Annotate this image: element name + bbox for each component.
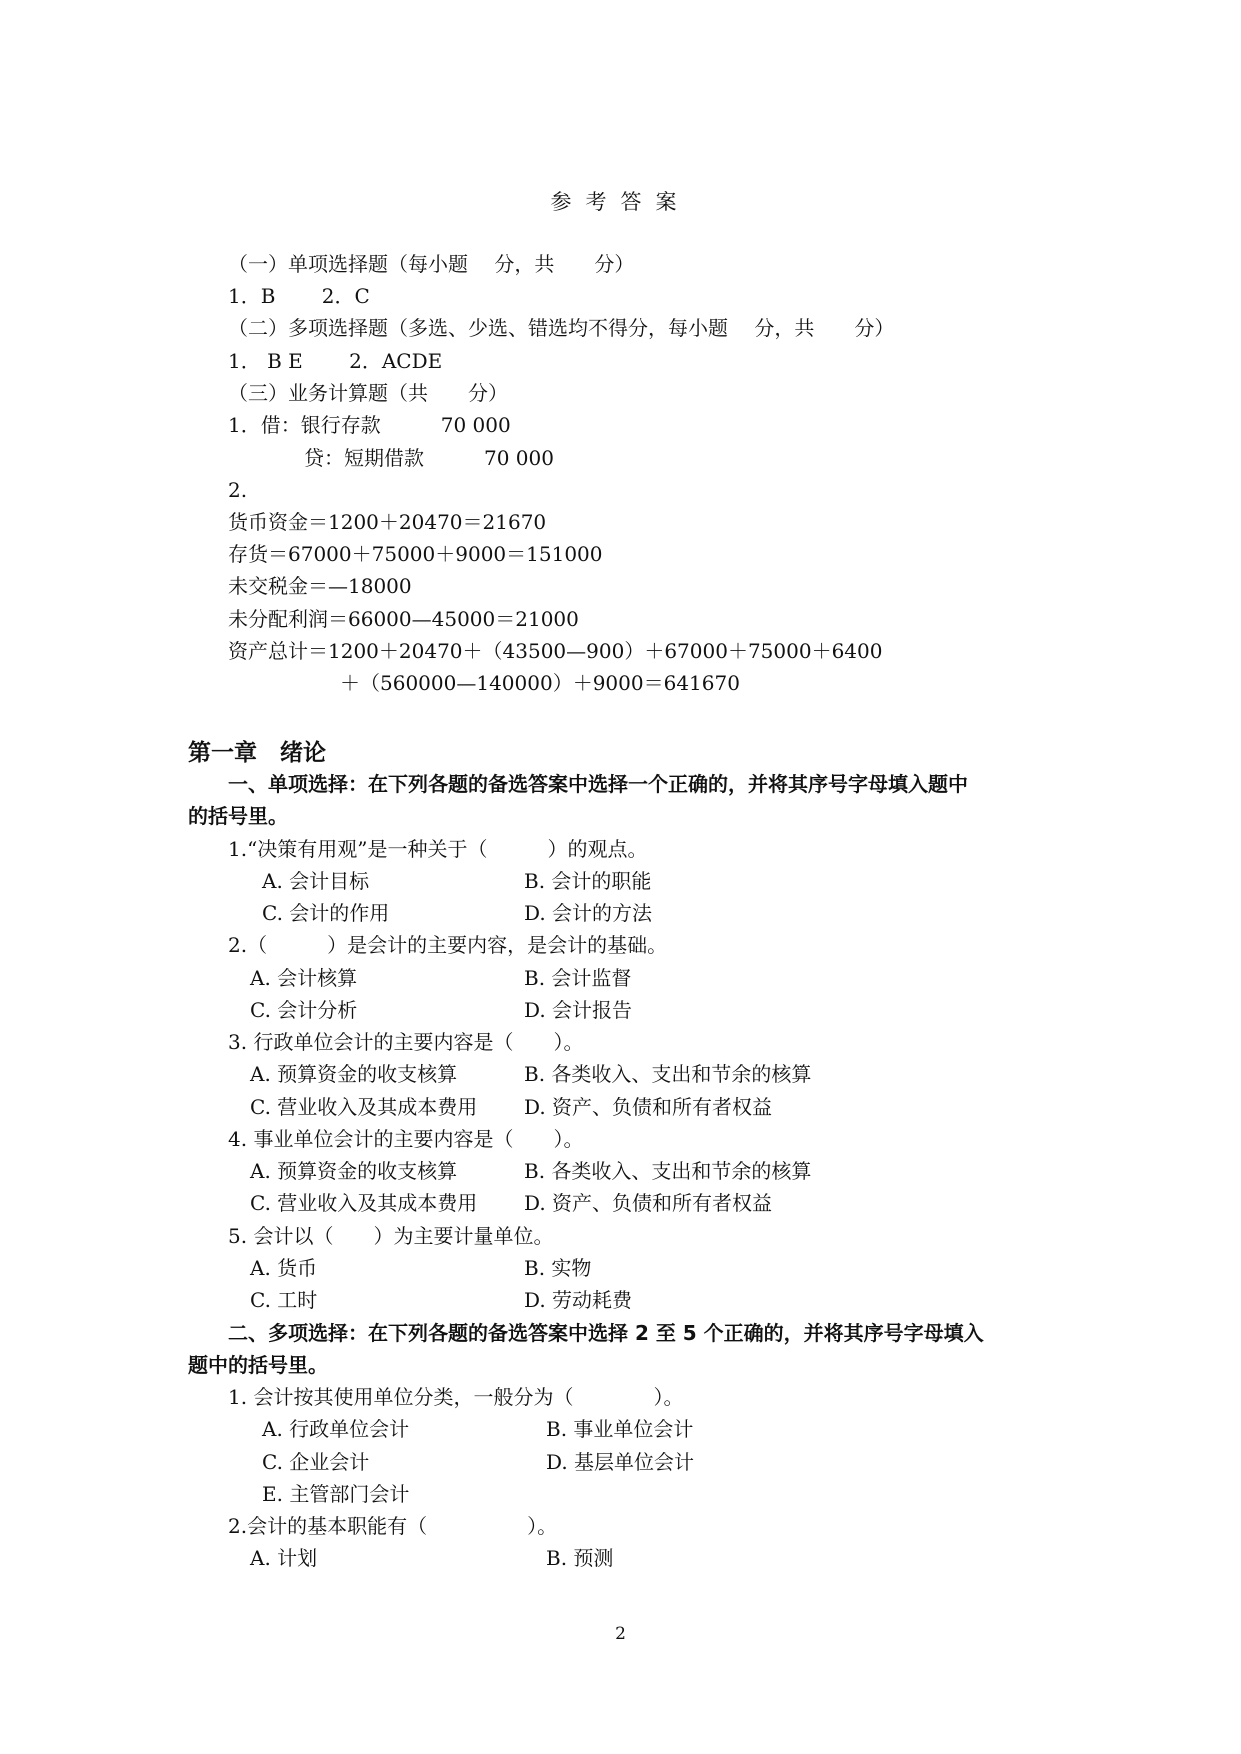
part1-heading: 一、单项选择：在下列各题的备选答案中选择一个正确的，并将其序号字母填入题中 bbox=[228, 772, 968, 796]
part2-heading-cont: 题中的括号里。 bbox=[188, 1353, 328, 1377]
question-4: 4. 事业单位会计的主要内容是（ ）。 bbox=[228, 1127, 584, 1151]
option: D. 基层单位会计 bbox=[546, 1450, 695, 1474]
option: C. 营业收入及其成本费用 bbox=[250, 1095, 478, 1119]
option: A. 会计目标 bbox=[262, 869, 370, 893]
calc-line: 未交税金＝—18000 bbox=[228, 574, 412, 598]
option: A. 预算资金的收支核算 bbox=[250, 1062, 458, 1086]
option: B. 各类收入、支出和节余的核算 bbox=[524, 1062, 812, 1086]
option: D. 资产、负债和所有者权益 bbox=[524, 1191, 773, 1215]
option: B. 各类收入、支出和节余的核算 bbox=[524, 1159, 812, 1183]
option: A. 货币 bbox=[250, 1256, 318, 1280]
page-title: 参考答案 bbox=[550, 190, 691, 214]
option: B. 预测 bbox=[546, 1546, 614, 1570]
page-number: 2 bbox=[615, 1624, 626, 1644]
calc-line: ＋（560000—140000）＋9000＝641670 bbox=[340, 671, 740, 695]
multi-question-2: 2.会计的基本职能有（ ）。 bbox=[228, 1514, 558, 1538]
answer-section-3-heading: （三）业务计算题（共 分） bbox=[228, 381, 508, 405]
calc-line: 未分配利润＝66000—45000＝21000 bbox=[228, 607, 579, 631]
option: C. 工时 bbox=[250, 1288, 318, 1312]
option: A. 行政单位会计 bbox=[262, 1417, 410, 1441]
option: C. 企业会计 bbox=[262, 1450, 370, 1474]
answer-q2-label: 2. bbox=[228, 478, 248, 502]
option: C. 会计的作用 bbox=[262, 901, 390, 925]
option: E. 主管部门会计 bbox=[262, 1482, 410, 1506]
option: B. 会计的职能 bbox=[524, 869, 652, 893]
part1-heading-cont: 的括号里。 bbox=[188, 804, 288, 828]
option: D. 资产、负债和所有者权益 bbox=[524, 1095, 773, 1119]
part2-heading: 二、多项选择：在下列各题的备选答案中选择 2 至 5 个正确的，并将其序号字母填入 bbox=[228, 1321, 984, 1345]
calc-line: 货币资金＝1200＋20470＝21670 bbox=[228, 510, 547, 534]
multi-question-1: 1. 会计按其使用单位分类，一般分为（ ）。 bbox=[228, 1385, 684, 1409]
question-1: 1.“决策有用观”是一种关于（ ）的观点。 bbox=[228, 837, 648, 861]
question-2: 2.（ ）是会计的主要内容，是会计的基础。 bbox=[228, 933, 668, 957]
option: B. 事业单位会计 bbox=[546, 1417, 694, 1441]
option: A. 预算资金的收支核算 bbox=[250, 1159, 458, 1183]
option: A. 会计核算 bbox=[250, 966, 358, 990]
journal-entry-credit: 贷：短期借款 70 000 bbox=[304, 446, 554, 470]
option: C. 会计分析 bbox=[250, 998, 358, 1022]
question-5: 5. 会计以（ ）为主要计量单位。 bbox=[228, 1224, 554, 1248]
option: D. 会计的方法 bbox=[524, 901, 653, 925]
option: B. 实物 bbox=[524, 1256, 592, 1280]
option: D. 劳动耗费 bbox=[524, 1288, 633, 1312]
option: C. 营业收入及其成本费用 bbox=[250, 1191, 478, 1215]
journal-entry-debit: 1．借：银行存款 70 000 bbox=[228, 413, 511, 437]
calc-line: 存货＝67000＋75000＋9000＝151000 bbox=[228, 542, 603, 566]
option: B. 会计监督 bbox=[524, 966, 632, 990]
chapter-title: 第一章 绪论 bbox=[188, 740, 326, 766]
question-3: 3. 行政单位会计的主要内容是（ ）。 bbox=[228, 1030, 584, 1054]
answer-section-1-items: 1．B 2．C bbox=[228, 284, 370, 308]
calc-line: 资产总计＝1200＋20470＋（43500—900）＋67000＋75000＋6400 bbox=[228, 639, 883, 663]
answer-section-2-heading: （二）多项选择题（多选、少选、错选均不得分，每小题 分，共 分） bbox=[228, 316, 895, 340]
answer-section-2-items: 1． B E 2．ACDE bbox=[228, 349, 443, 373]
option: D. 会计报告 bbox=[524, 998, 633, 1022]
answer-section-1-heading: （一）单项选择题（每小题 分，共 分） bbox=[228, 252, 635, 276]
option: A. 计划 bbox=[250, 1546, 318, 1570]
